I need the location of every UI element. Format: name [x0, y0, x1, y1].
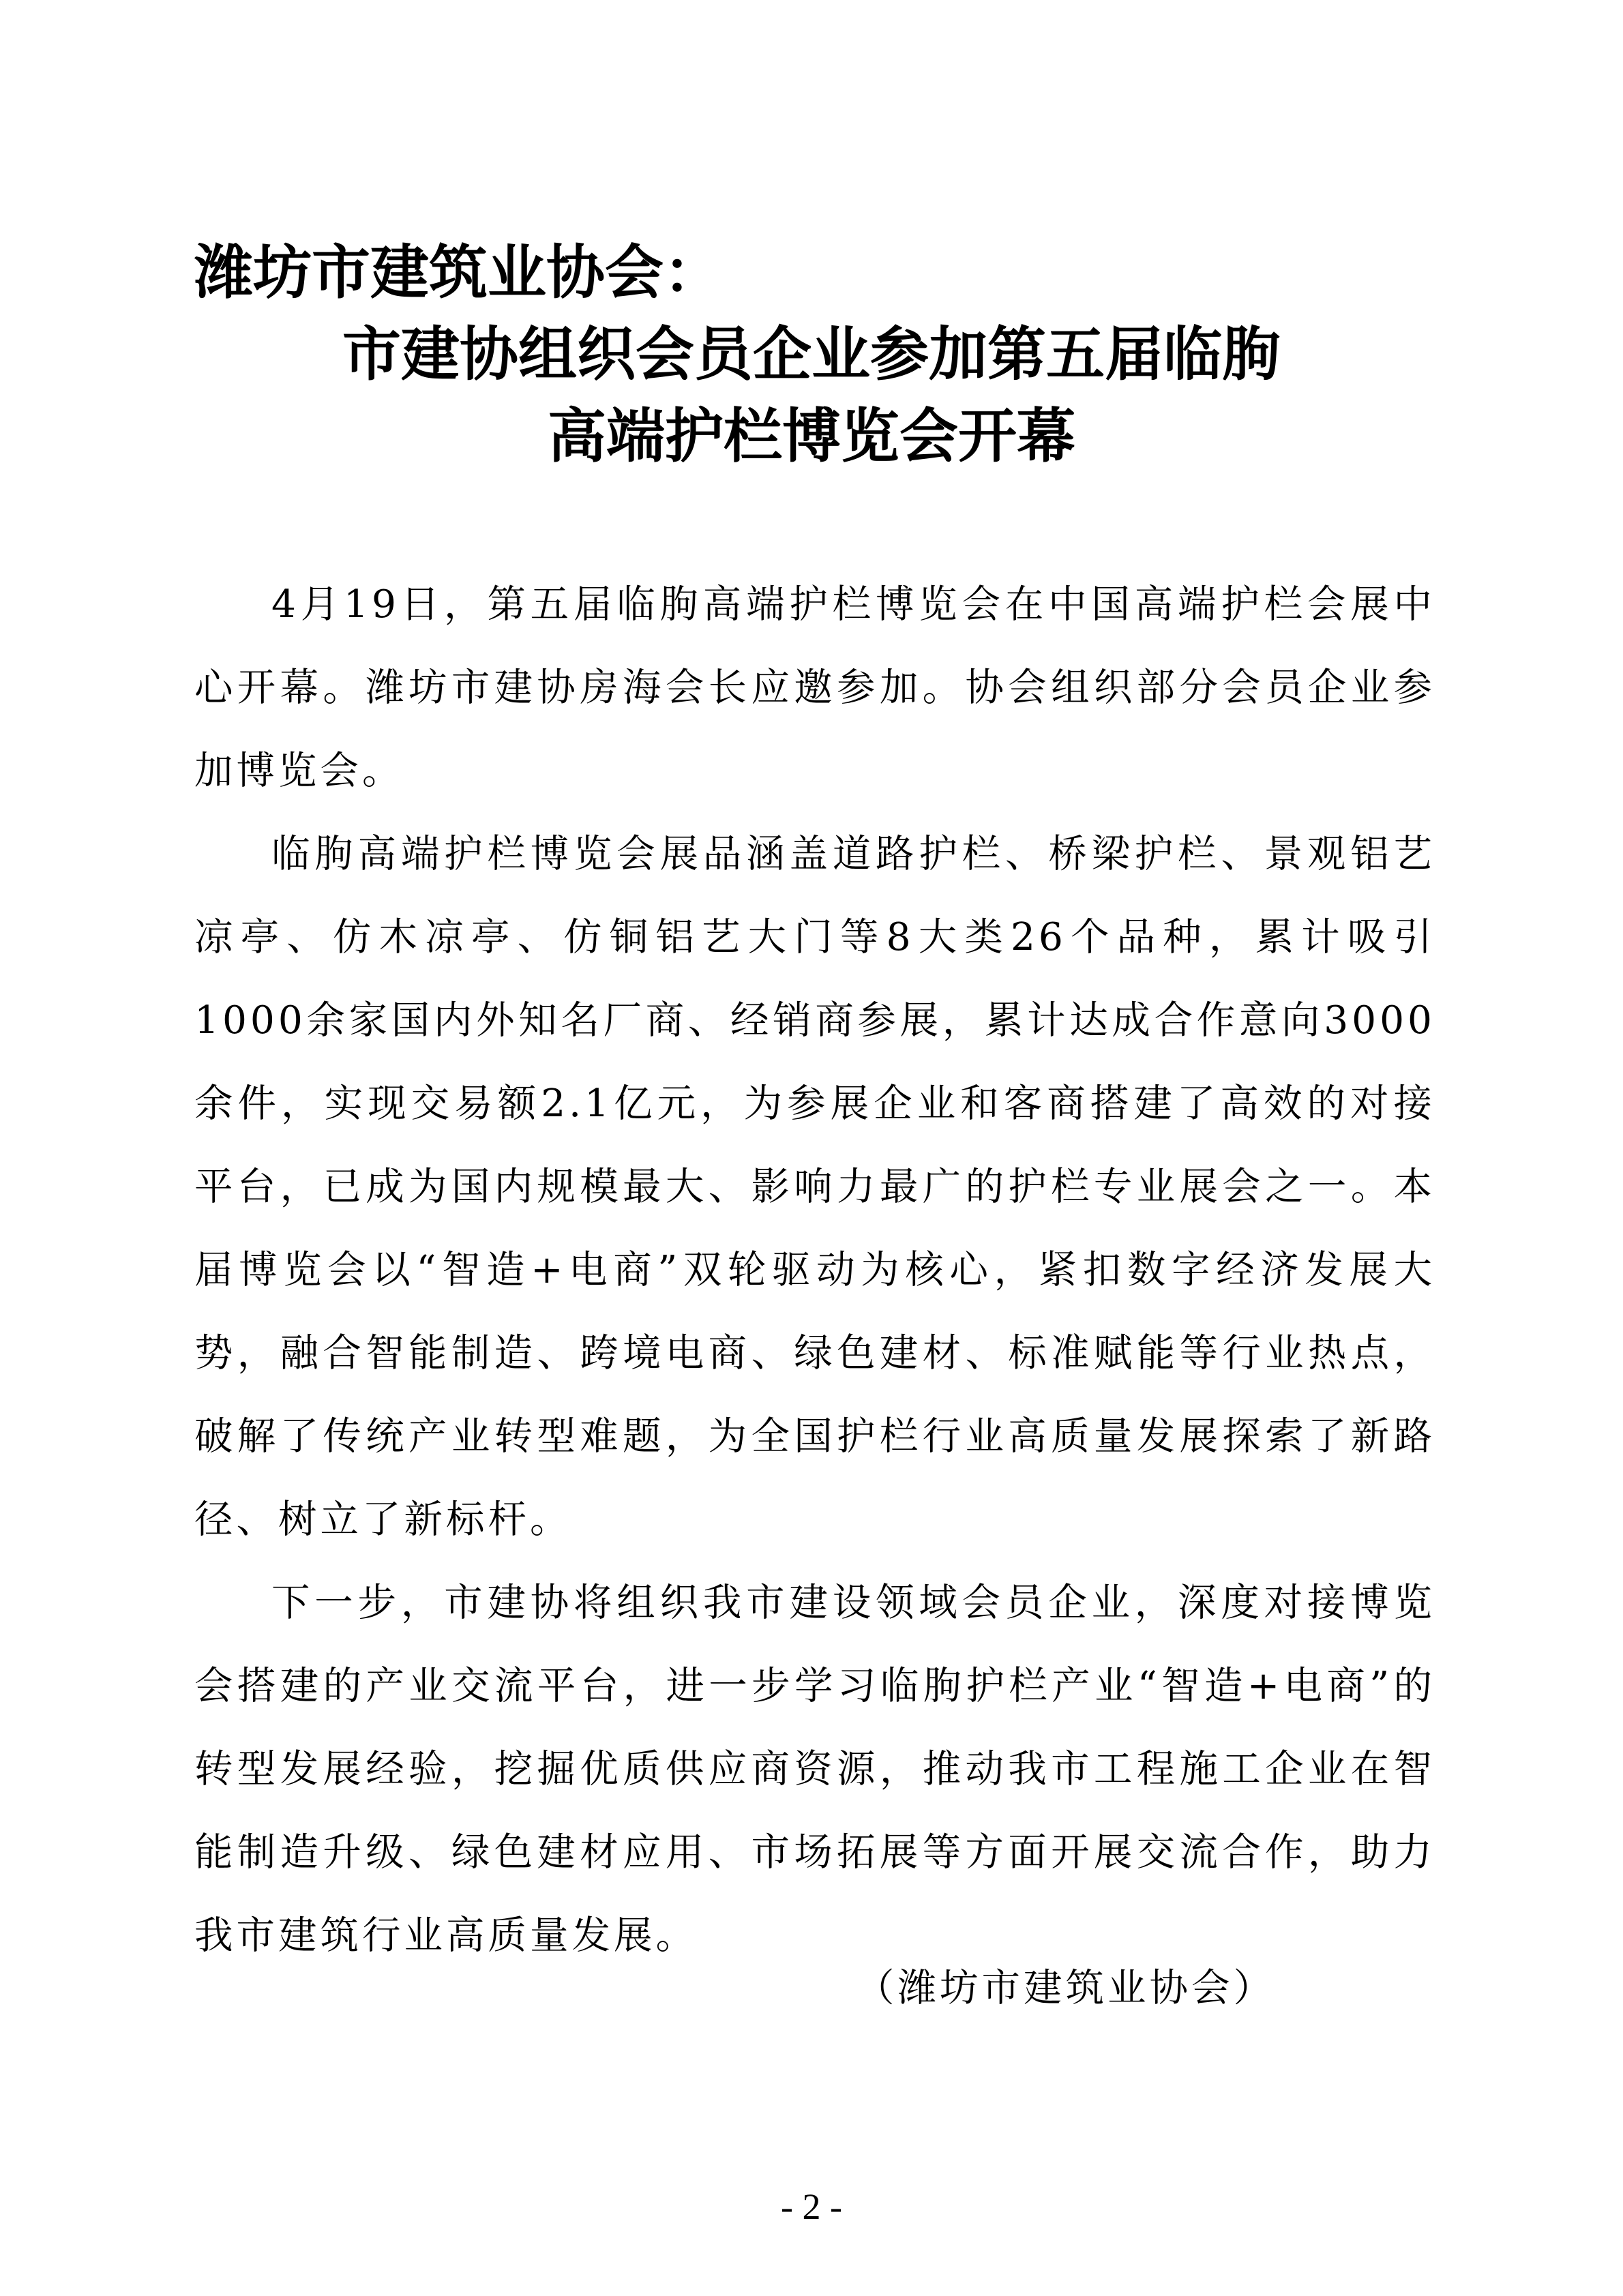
- page-number: - 2 -: [781, 2186, 842, 2227]
- body-paragraph-1: 4月19日，第五届临朐高端护栏博览会在中国高端护栏会展中心开幕。潍坊市建协房海会长应邀参加。协会组织部分会员企业参加博览会。: [194, 582, 1435, 793]
- document-title-line-2: 市建协组织会员企业参加第五届临朐: [342, 320, 1281, 389]
- document-title-line-1: 潍坊市建筑业协会：: [194, 238, 722, 307]
- body-paragraph-3: 下一步，市建协将组织我市建设领域会员企业，深度对接博览会搭建的产业交流平台，进一步学习临朐护栏产业“智造+电商”的转型发展经验，挖掘优质供应商资源，推动我市工程施工企业在智能制造升级、绿色建材应用、市场拓展等方面开展交流合作，助力我市建筑行业高质量发展。: [194, 1581, 1435, 1958]
- document-title-line-3: 高端护栏博览会开幕: [548, 402, 1075, 471]
- document-body: [194, 563, 1435, 1978]
- body-paragraph-2: 临朐高端护栏博览会展品涵盖道路护栏、桥梁护栏、景观铝艺凉亭、仿木凉亭、仿铜铝艺大门等8大类26个品种，累计吸引1000余家国内外知名厂商、经销商参展，累计达成合作意向3000余件，实现交易额2.1亿元，为参展企业和客商搭建了高效的对接平台，已成为国内规模最大、影响力最广的护栏专业展会之一。本届博览会以“智造+电商”双轮驱动为核心，紧扣数字经济发展大势，融合智能制造、跨境电商、绿色建材、标准赋能等行业热点，破解了传统产业转型难题，为全国护栏行业高质量发展探索了新路径、树立了新标杆。: [194, 832, 1435, 1542]
- signature: （潍坊市建筑业协会）: [856, 1966, 1275, 2010]
